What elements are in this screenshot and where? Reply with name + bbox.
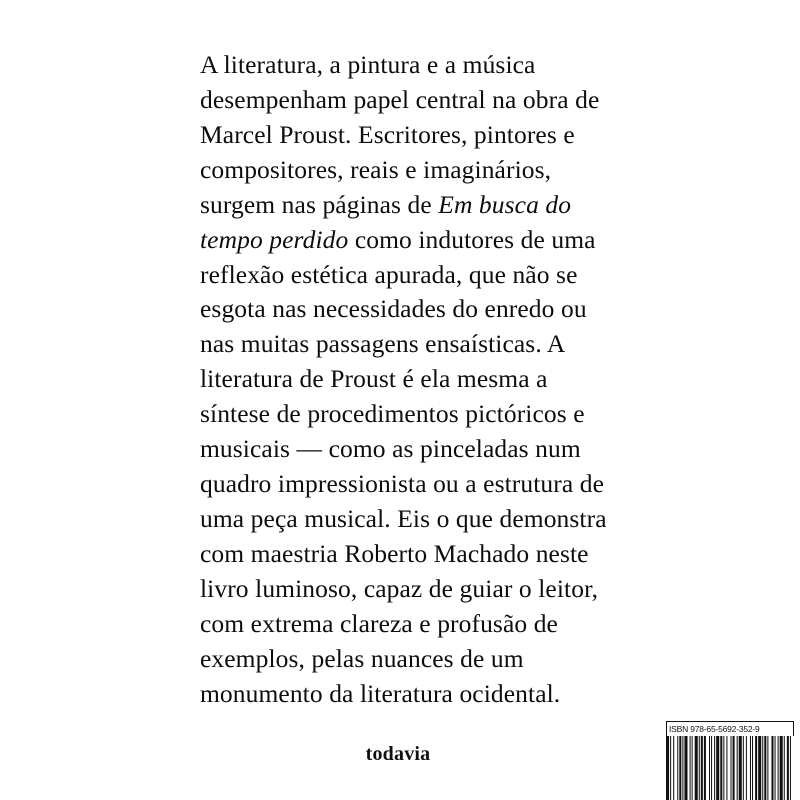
publisher-logo: todavia — [365, 743, 431, 765]
blurb-italic-title: Em busca do tempo perdido — [200, 189, 572, 254]
blurb-part-two: como indutores de uma reflexão estética apurada, que não se esgota nas necessidades do enredo ou nas muitas passagens ensaísticas. A literatura de Proust é ela mesma a síntese de procedimentos pictóricos e musicais — como as pinceladas num quadro impressionista ou a estrutura de uma peça musical. Eis o que demonstra com maestria Roberto Machado neste livro luminoso, capaz de guiar o leitor, com extrema clareza e profusão de exemplos, pelas nuances de um monumento da literatura ocidental. — [200, 224, 607, 708]
blurb-text — [200, 48, 620, 712]
isbn-barcode-block — [666, 721, 794, 800]
cover-footer — [0, 710, 800, 800]
blurb-part-one: A literatura, a pintura e a música desempenham papel central na obra de Marcel Proust. Escritores, pintores e compositores, reais e imaginários, surgem nas páginas de — [200, 50, 600, 219]
isbn-label: ISBN 978-65-5692-352-9 — [666, 721, 794, 736]
barcode-image — [666, 736, 794, 800]
